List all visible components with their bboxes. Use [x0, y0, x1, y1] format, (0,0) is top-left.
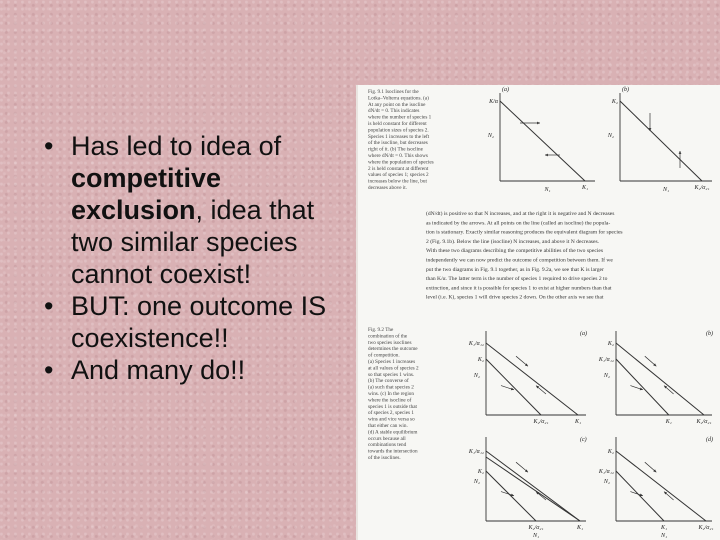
arrow-head: [511, 494, 514, 497]
caption-line: determines the outcome: [368, 346, 418, 353]
body-text-line: put the two diagrams in Fig. 9.1 together, as in Fig. 9.2a, we see that K is larger: [426, 266, 604, 273]
panel-label: (a): [502, 87, 509, 93]
x-label: K₂/α₂₁: [533, 419, 549, 425]
isocline: [486, 457, 580, 521]
x-label: K₁: [574, 419, 582, 425]
caption-line: of the isocline, but decreases: [368, 140, 428, 147]
bullet-list: [44, 130, 354, 386]
bullet-text: Has led to idea of: [71, 131, 282, 161]
y-label: K₂: [607, 341, 614, 347]
body-text-line: (dN/dt) is positive so that N increases, and at the right it is negative and N decreases: [426, 211, 615, 217]
caption-line: of the isoclines.: [368, 455, 401, 461]
x-intercept-label: K₂/α₂₁: [694, 185, 710, 191]
caption-line: that either can win.: [368, 423, 408, 429]
bullet-text: , idea that two similar species cannot coexist!: [71, 195, 315, 289]
isocline-species-2: [486, 359, 541, 415]
panel-label: (a): [580, 331, 587, 337]
textbook-figure-image: [358, 85, 720, 540]
y-axis-label: N₂: [473, 373, 480, 379]
panel-label: (b): [622, 87, 629, 93]
caption-line: where dN/dt = 0. This shows: [368, 153, 428, 159]
arrow-head: [640, 494, 643, 497]
caption-line: where the population of species: [368, 159, 434, 166]
bullet-item: [44, 290, 354, 354]
caption-line: (a) Species 1 increases: [368, 359, 416, 365]
caption-line: At any point on the isocline: [368, 101, 426, 108]
caption-line: Lotka–Volterra equations. (a): [368, 95, 429, 102]
caption-line: decreases above it.: [368, 185, 408, 191]
x-label: K₁: [660, 525, 668, 531]
caption-line: species 1 is outside that: [368, 403, 417, 410]
caption-line: wins and vice versa so: [368, 416, 415, 423]
caption-line: is held constant for different: [368, 121, 427, 127]
y-label: K₁/α₁₂: [598, 469, 614, 475]
isocline-diagrams: [358, 85, 720, 540]
bullet-text: BUT: one outcome IS coexistence!!: [71, 291, 327, 353]
y-axis-label: N₂: [473, 479, 480, 485]
caption-line: of species 2, species 1: [368, 410, 414, 417]
caption-line: values of species 1; species 2: [368, 172, 429, 179]
caption-line: so that species 1 wins.: [368, 371, 415, 378]
isocline-species-1: [486, 451, 580, 521]
body-text-line: tion is stationary. Exactly similar reasoning produces the equivalent diagram for species: [426, 229, 623, 236]
x-axis-label: N₁: [532, 533, 540, 539]
y-intercept-label: K/α: [489, 99, 498, 105]
caption-line: of competition.: [368, 352, 400, 359]
y-axis-label: N₂: [607, 133, 614, 139]
isocline-species-1: [616, 359, 669, 415]
isocline: [500, 101, 585, 181]
isocline-species-2: [616, 451, 706, 521]
panel-label: (b): [706, 331, 713, 337]
body-text-line: 2 (Fig. 9.1b). Below the line (isocline) N increases, and above it N decreases.: [426, 238, 600, 245]
x-intercept-label: K₁: [581, 185, 589, 191]
arrow-head: [679, 151, 682, 154]
caption-line: two species isoclines: [368, 339, 412, 346]
caption-line: occurs because all: [368, 435, 406, 442]
caption-line: 2 is held constant at different: [368, 165, 429, 172]
caption-line: at all values of species 2: [368, 365, 419, 372]
isocline-species-2: [616, 343, 704, 415]
y-axis-label: N₂: [603, 479, 610, 485]
isocline: [620, 101, 702, 181]
body-text-line: With these two diagrams describing the competitive abilities of the two species: [426, 248, 604, 255]
isocline-species-1: [486, 343, 578, 415]
body-text-line: independently we can now predict the outcome of competition between them. If we: [426, 257, 613, 264]
x-label: K₂/α₂₁: [698, 525, 714, 531]
caption-line: (d) A stable equilibrium: [368, 429, 418, 436]
caption-line: (b) The converse of: [368, 378, 409, 385]
caption-line: right of it. (b) The isocline: [368, 146, 423, 153]
bullet-text: And many do!!: [71, 355, 246, 385]
arrow-head: [640, 388, 643, 391]
y-label: K₂: [477, 357, 484, 363]
x-label: K₁: [665, 419, 672, 425]
bullet-item: [44, 354, 354, 386]
caption-line: (a) such that species 2: [368, 384, 414, 391]
x-axis-label: N₁: [660, 533, 668, 539]
arrow-head: [545, 154, 548, 157]
caption-line: wins. (c) In the region: [368, 391, 414, 397]
body-text-line: as indicated by the arrows. At all points on the line (called an isocline) the popula-: [426, 220, 611, 227]
caption-line: dN/dt = 0. This indicates: [368, 108, 420, 115]
y-label: K₂: [477, 469, 484, 475]
y-intercept-label: K₂: [611, 99, 618, 105]
caption-line: combinations tend: [368, 442, 407, 449]
caption-line: towards the intersection: [368, 448, 418, 455]
x-axis-label: N₁: [662, 187, 670, 193]
y-label: K₂: [607, 449, 614, 455]
arrow-head: [511, 388, 514, 391]
panel-label: (c): [580, 437, 587, 443]
body-text-line: extinction, and since it is possible for species 1 to exist at higher numbers than that: [426, 285, 612, 292]
arrow-head: [537, 122, 540, 125]
y-axis-label: N₂: [603, 373, 610, 379]
body-text-line: than K/α. The latter term is the number of species 1 required to drive species 2 to: [426, 276, 608, 283]
bullet-text-bold: competitive exclusion: [71, 163, 222, 225]
x-axis-label: N₁: [544, 187, 551, 193]
caption-line: Species 1 increases to the left: [368, 133, 430, 140]
caption-line: increases below the line, but: [368, 178, 427, 185]
y-axis-label: N₂: [487, 133, 494, 139]
x-label: K₁: [576, 525, 584, 531]
y-label: K₁/α₁₂: [468, 341, 484, 347]
x-label: K₂/α₂₁: [696, 419, 712, 425]
caption-line: where the isocline of: [368, 397, 412, 404]
x-label: K₂/α₂₁: [528, 525, 544, 531]
bullet-item: [44, 130, 354, 290]
y-label: K₁/α₁₂: [468, 449, 484, 455]
caption-line: where the number of species 1: [368, 114, 432, 121]
y-label: K₁/α₁₂: [598, 357, 614, 363]
caption-line: Fig. 9.1 Isoclines for the: [368, 89, 419, 95]
caption-line: Fig. 9.2 The: [368, 327, 394, 333]
caption-line: population sizes of species 2.: [368, 127, 429, 134]
panel-label: (d): [706, 437, 713, 443]
caption-line: combination of the: [368, 333, 408, 340]
body-text-line: level (i.e. K), species 1 will drive species 2 down. On the other axis we see that: [426, 294, 604, 301]
